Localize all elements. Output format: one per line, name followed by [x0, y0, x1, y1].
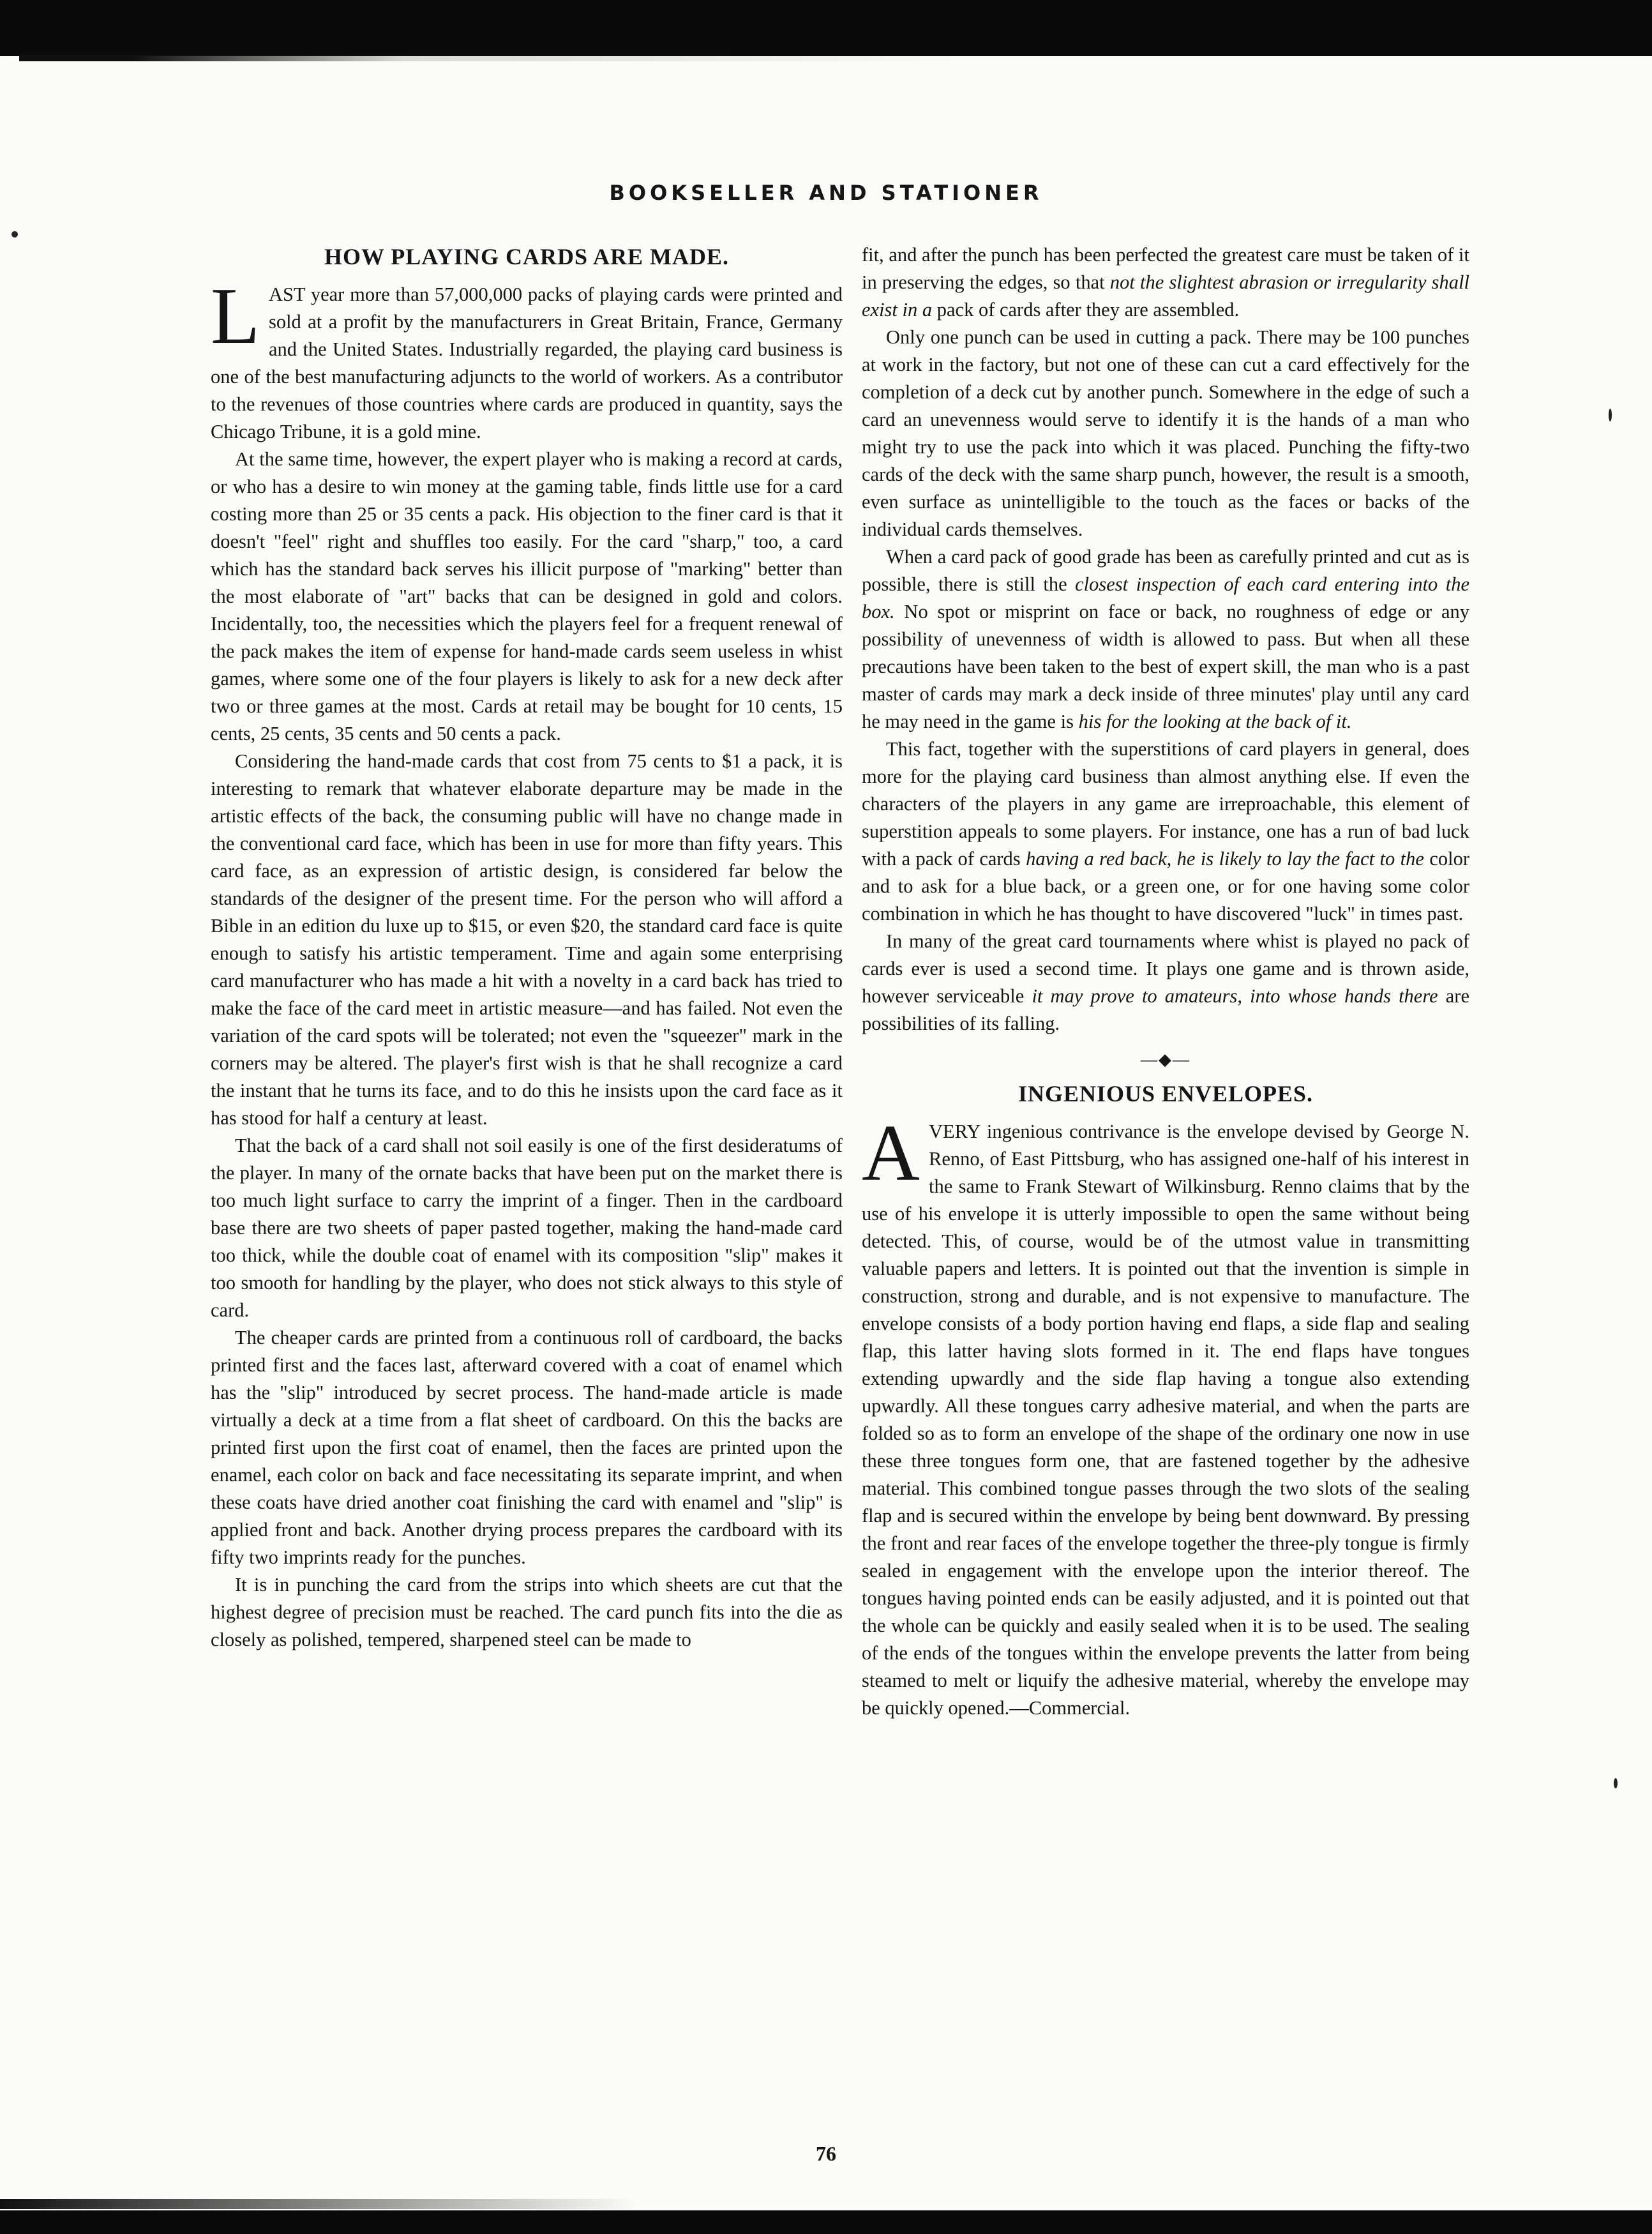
- article-paragraph: Considering the hand-made cards that cost from 75 cents to $1 a pack, it is interesting to remark that whatever elaborate departure may be made in the artistic effects of the back, the consuming public will have no change made in the conventional card face, which has been in use for more than fifty years. This card face, as an expression of artistic design, is considered far below the standards of the designer of the present time. For the person who will afford a Bible in an edition du luxe up to $15, or even $20, the standard card face is quite enough to satisfy his artistic temperament. Time and again some enterprising card manufacturer who has made a hit with a novelty in a card back has tried to make the face of the card meet in artistic measure—and has failed. Not even the variation of the card spots will be tolerated; not even the "squeezer" mark in the corners may be altered. The player's first wish is that he shall recognize a card the instant that he turns its face, and to do this he insists upon the card face as it has stood for half a century at least.: [211, 750, 843, 1129]
- article-paragraph: In many of the great card tournaments where whist is played no pack of cards ever is used a second time. It plays one game and is thrown aside, however serviceable it may prove to amateurs, into whose hands there are possibilities of its falling.: [862, 930, 1469, 1034]
- article-paragraph: LAST year more than 57,000,000 packs of playing cards were printed and sold at a profit by the manufacturers in Great Britain, France, Germany and the United States. Industrially regarded, the playing card business is one of the best manufacturing adjuncts to the world of workers. As a contributor to the revenues of those countries where cards are produced in quantity, says the Chicago Tribune, it is a gold mine.: [211, 272, 843, 442]
- article-paragraph: The cheaper cards are printed from a continuous roll of cardboard, the backs printed first and the faces last, afterward covered with a coat of enamel which has the "slip" introduced by secret process. The hand-made article is made virtually a deck at a time from a flat sheet of cardboard. On this the backs are printed first upon the first coat of enamel, then the faces are printed upon the enamel, each color on back and face necessitating its separate imprint, and when these coats have dried another coat finishing the card with enamel and "slip" is applied front and back. Another drying process prepares the cardboard with its fifty two imprints ready for the punches.: [211, 1327, 843, 1568]
- article-paragraph: When a card pack of good grade has been as carefully printed and cut as is possible, there is still the closest inspection of each card entering into the box. No spot or misprint on face or back, no roughness of edge or any possibility of unevenness of width is allowed to pass. But when all these precautions have been taken to the best of expert skill, the man who is a past master of cards may mark a deck inside of three minutes' play until any card he may need in the game is his for the looking at the back of it.: [862, 546, 1469, 732]
- scan-top-border: [0, 0, 1652, 56]
- drop-cap: A: [862, 1109, 920, 1198]
- page-number: 76: [816, 2142, 836, 2165]
- drop-cap: L: [211, 272, 260, 361]
- scan-bottom-border: [0, 2210, 1652, 2234]
- scan-top-streak: [19, 55, 977, 61]
- article-paragraph: That the back of a card shall not soil easily is one of the first desideratums of the player. In many of the ornate backs that have been put on the market there is too much light surface to carry the imprint of a finger. Then in the cardboard base there are two sheets of paper pasted together, making the hand-made card too thick, while the double coat of enamel with its composition "slip" makes it too smooth for handling by the player, who does not stick always to this style of card.: [211, 1135, 843, 1321]
- article-paragraph: It is in punching the card from the strips into which sheets are cut that the highest degree of precision must be reached. The card punch fits into the die as closely as polished, tempered, sharpened steel can be made to: [211, 1574, 843, 1650]
- article-paragraph: fit, and after the punch has been perfected the greatest care must be taken of it in preserving the edges, so that not the slightest abrasion or irregularity shall exist in a pack of cards after they are assembled.: [862, 244, 1469, 321]
- scan-speck: [1614, 1778, 1618, 1788]
- left-column: [211, 241, 843, 1654]
- right-column: [862, 241, 1469, 1722]
- scan-bottom-streak: [0, 2199, 638, 2209]
- section-divider-ornament: —◆—: [1141, 1050, 1190, 1069]
- article-paragraph: AVERY ingenious contrivance is the envelope devised by George N. Renno, of East Pittsburg, who has assigned one-half of his interest in the same to Frank Stewart of Wilkinsburg. Renno claims that by the use of his envelope it is utterly impossible to open the same without being detected. This, of course, would be of the utmost value in transmitting valuable papers and letters. It is pointed out that the invention is simple in construction, strong and durable, and is not expensive to manufacture. The envelope consists of a body portion having end flaps, a side flap and sealing flap, this latter having slots formed in it. The end flaps have tongues extending upwardly and the side flap having a tongue also extending upwardly. All these tongues carry adhesive material, and when the parts are folded so as to form an envelope of the shape of the ordinary one now in use these three tongues form one, that are fastened together by the adhesive material. This combined tongue passes through the two slots of the sealing flap and is secured within the envelope by being bent downward. By pressing the front and rear faces of the envelope together the three-ply tongue is firmly sealed in engagement with the envelope upon the interior thereof. The tongues having pointed ends can be easily adjusted, and it is pointed out that the whole can be quickly and easily sealed when it is to be used. The sealing of the ends of the tongues within the envelope prevents the latter from being steamed to melt or liquify the adhesive material, whereby the envelope may be quickly opened.—Commercial.: [862, 1109, 1469, 1719]
- article-title: INGENIOUS ENVELOPES.: [1017, 1081, 1314, 1106]
- article-paragraph: At the same time, however, the expert player who is making a record at cards, or who has a desire to win money at the gaming table, finds little use for a card costing more than 25 or 35 cents a pack. His objection to the finer card is that it doesn't "feel" right and shuffles too easily. For the card "sharp," too, a card which has the standard back serves his illicit purpose of "marking" better than the most elaborate of "art" backs that can be designed in gold and colors. Incidentally, too, the necessities which the players feel for a frequent renewal of the pack makes the item of expense for hand-made cards seem useless in whist games, where some one of the four players is likely to ask for a new deck after two or three games at the most. Cards at retail may be bought for 10 cents, 15 cents, 25 cents, 35 cents and 50 cents a pack.: [211, 448, 843, 744]
- scan-speck: [11, 231, 18, 238]
- running-header: BOOKSELLER AND STATIONER: [609, 181, 1043, 205]
- article-title: HOW PLAYING CARDS ARE MADE.: [324, 244, 730, 269]
- article-paragraph: This fact, together with the superstitions of card players in general, does more for the playing card business than almost anything else. If even the characters of the players in any game are irreproachable, this element of superstition appeals to some players. For instance, one has a run of bad luck with a pack of cards having a red back, he is likely to lay the fact to the color and to ask for a blue back, or a green one, or for one having some color combination in which he has thought to have discovered "luck" in times past.: [862, 738, 1470, 925]
- article-paragraph: Only one punch can be used in cutting a pack. There may be 100 punches at work in the factory, but not one of these can cut a card effectively for the completion of a deck cut by another punch. Somewhere in the edge of such a card an unevenness would serve to identify it is the hands of a man who might try to use the pack into which it was placed. Punching the fifty-two cards of the deck with the same sharp punch, however, the result is a smooth, even surface as unintelligible to the touch as the faces or backs of the individual cards themselves.: [862, 326, 1469, 540]
- scan-speck: [1609, 409, 1612, 421]
